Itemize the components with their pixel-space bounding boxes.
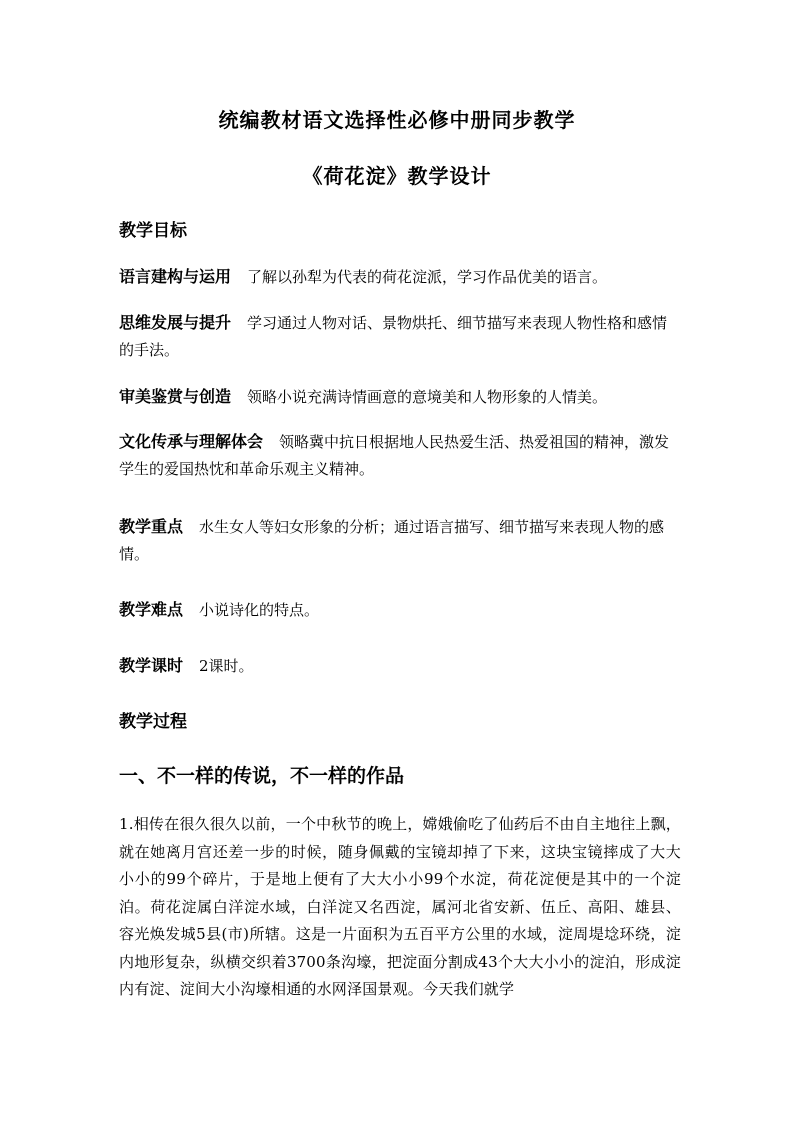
- objective-label: 审美鉴赏与创造: [119, 387, 232, 406]
- objective-label: 文化传承与理解体会: [119, 432, 264, 451]
- objective-label: 思维发展与提升: [119, 313, 232, 332]
- key-point-text: 水生女人等妇女形象的分析；通过语言描写、细节描写来表现人物的感情。: [119, 518, 665, 563]
- difficulty-text: 小说诗化的特点。: [199, 601, 320, 619]
- objective-item: [119, 263, 679, 291]
- objective-item: [119, 383, 679, 411]
- section-body: 1.相传在很久很久以前，一个中秋节的晚上，嫦娥偷吃了仙药后不由自主地往上飘，就在她离月宫还差一步的时候，随身佩戴的宝镜却掉了下来，这块宝镜摔成了大大小小的99个碎片，于是地上便有了大大小小99个水淀，荷花淀便是其中的一个淀泊。荷花淀属白洋淀水域，白洋淀又名西淀，属河北省安新、伍丘、高阳、雄县、容光焕发城5县(市)所辖。这是一片面积为五百平方公里的水域，淀周堤埝环绕，淀内地形复杂，纵横交织着3700条沟壕，把淀面分割成43个大大小小的淀泊，形成淀内有淀、淀间大小沟壕相通的水网泽国景观。今天我们就学: [119, 815, 681, 998]
- key-point-label: 教学重点: [119, 517, 184, 536]
- class-hours: [119, 652, 679, 680]
- objectives-heading: 教学目标: [119, 221, 187, 241]
- difficulty-label: 教学难点: [119, 600, 184, 619]
- key-point: [119, 513, 679, 568]
- class-hours-label: 教学课时: [119, 656, 184, 675]
- difficulty: [119, 596, 679, 624]
- objective-item: [119, 309, 679, 364]
- objective-text: 了解以孙犁为代表的荷花淀派，学习作品优美的语言。: [247, 268, 608, 286]
- class-hours-text: 2课时。: [199, 657, 254, 675]
- objective-text: 领略小说充满诗情画意的意境美和人物形象的人情美。: [247, 388, 608, 406]
- section-title: 一、不一样的传说，不一样的作品: [119, 765, 405, 787]
- objective-text: 学习通过人物对话、景物烘托、细节描写来表现人物性格和感情的手法。: [119, 314, 668, 359]
- objective-label: 语言建构与运用: [119, 267, 232, 286]
- process-heading: 教学过程: [119, 712, 187, 732]
- document-subtitle: 《荷花淀》教学设计: [302, 164, 492, 188]
- document-title: 统编教材语文选择性必修中册同步教学: [218, 108, 576, 132]
- objective-text: 领略冀中抗日根据地人民热爱生活、热爱祖国的精神，激发学生的爱国热忱和革命乐观主义精神。: [119, 433, 670, 478]
- objective-item: [119, 428, 679, 483]
